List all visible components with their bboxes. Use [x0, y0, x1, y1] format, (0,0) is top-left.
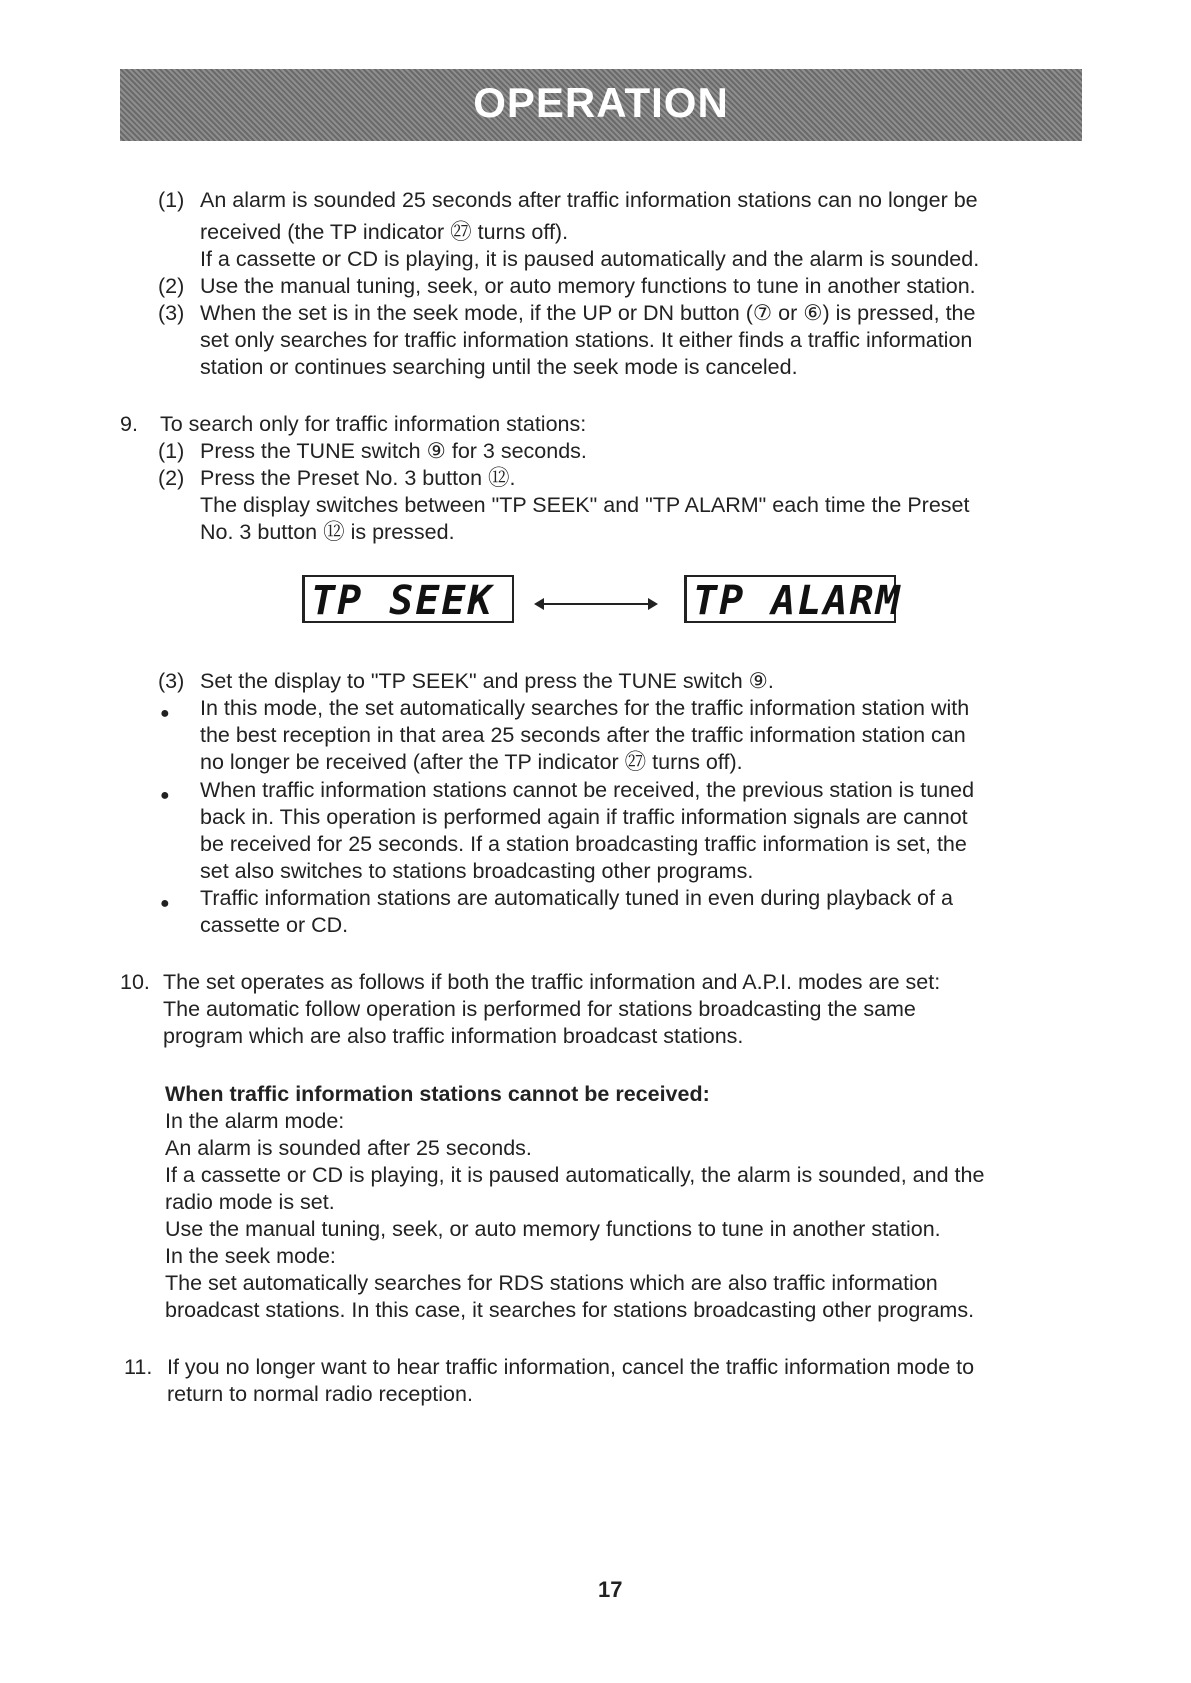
text-line: Traffic information stations are automatically tuned in even during playback of a: [200, 886, 953, 910]
page-number: 17: [598, 1577, 623, 1602]
bullet-icon: ●: [160, 895, 170, 912]
item-marker: (1): [158, 188, 185, 212]
text-line: Press the Preset No. 3 button ⑫.: [200, 466, 516, 490]
text-line: When the set is in the seek mode, if the UP or DN button (⑦ or ⑥) is pressed, the: [200, 301, 976, 325]
display-tp-seek: TP SEEK: [302, 575, 514, 623]
text-line: station or continues searching until the seek mode is canceled.: [200, 355, 798, 379]
text-line: If a cassette or CD is playing, it is paused automatically and the alarm is sounded.: [200, 247, 980, 271]
step-number: 9.: [120, 412, 138, 436]
subheading: When traffic information stations cannot be received:: [165, 1082, 710, 1106]
section-banner: [120, 69, 1082, 141]
arrow-right-icon: [648, 598, 658, 610]
text-line: In the alarm mode:: [165, 1109, 345, 1133]
item-marker: (2): [158, 274, 185, 298]
text-line: In the seek mode:: [165, 1244, 336, 1268]
step-number: 11.: [124, 1355, 153, 1379]
text-line: set only searches for traffic information stations. It either finds a traffic information: [200, 328, 973, 352]
text-line: If you no longer want to hear traffic information, cancel the traffic information mode to: [167, 1355, 975, 1379]
text-line: the best reception in that area 25 seconds after the traffic information station can: [200, 723, 966, 747]
text-line: no longer be received (after the TP indicator ㉗ turns off).: [200, 750, 743, 774]
text-line: The display switches between "TP SEEK" and "TP ALARM" each time the Preset: [200, 493, 970, 517]
text-line: Set the display to "TP SEEK" and press the TUNE switch ⑨.: [200, 669, 774, 693]
text-line: Use the manual tuning, seek, or auto memory functions to tune in another station.: [200, 274, 976, 298]
text-line: To search only for traffic information stations:: [160, 412, 587, 436]
item-marker: (2): [158, 466, 185, 490]
text-line: program which are also traffic information broadcast stations.: [163, 1024, 744, 1048]
item-marker: (3): [158, 301, 185, 325]
text-line: Use the manual tuning, seek, or auto memory functions to tune in another station.: [165, 1217, 941, 1241]
text-line: When traffic information stations cannot be received, the previous station is tuned: [200, 778, 975, 802]
step-number: 10.: [120, 970, 150, 994]
text-line: The set automatically searches for RDS stations which are also traffic information: [165, 1271, 938, 1295]
text-line: cassette or CD.: [200, 913, 349, 937]
bullet-icon: ●: [160, 705, 170, 722]
text-line: return to normal radio reception.: [167, 1382, 473, 1406]
item-marker: (3): [158, 669, 185, 693]
text-line: The set operates as follows if both the traffic information and A.P.I. modes are set:: [163, 970, 941, 994]
display-tp-alarm: TP ALARM: [684, 575, 896, 623]
text-line: broadcast stations. In this case, it searches for stations broadcasting other programs.: [165, 1298, 975, 1322]
text-line: be received for 25 seconds. If a station broadcasting traffic information is set, the: [200, 832, 967, 856]
text-line: In this mode, the set automatically searches for the traffic information station with: [200, 696, 970, 720]
item-marker: (1): [158, 439, 185, 463]
text-line: An alarm is sounded after 25 seconds.: [165, 1136, 532, 1160]
double-arrow: [540, 603, 648, 605]
text-line: The automatic follow operation is performed for stations broadcasting the same: [163, 997, 916, 1021]
text-line: received (the TP indicator ㉗ turns off).: [200, 220, 569, 244]
text-line: radio mode is set.: [165, 1190, 335, 1214]
text-line: Press the TUNE switch ⑨ for 3 seconds.: [200, 439, 587, 463]
text-line: back in. This operation is performed again if traffic information signals are cannot: [200, 805, 968, 829]
text-line: An alarm is sounded 25 seconds after traffic information stations can no longer be: [200, 188, 978, 212]
text-line: If a cassette or CD is playing, it is paused automatically, the alarm is sounded, and the: [165, 1163, 985, 1187]
section-title: OPERATION: [473, 79, 729, 126]
text-line: No. 3 button ⑫ is pressed.: [200, 520, 455, 544]
bullet-icon: ●: [160, 787, 170, 804]
text-line: set also switches to stations broadcasting other programs.: [200, 859, 754, 883]
